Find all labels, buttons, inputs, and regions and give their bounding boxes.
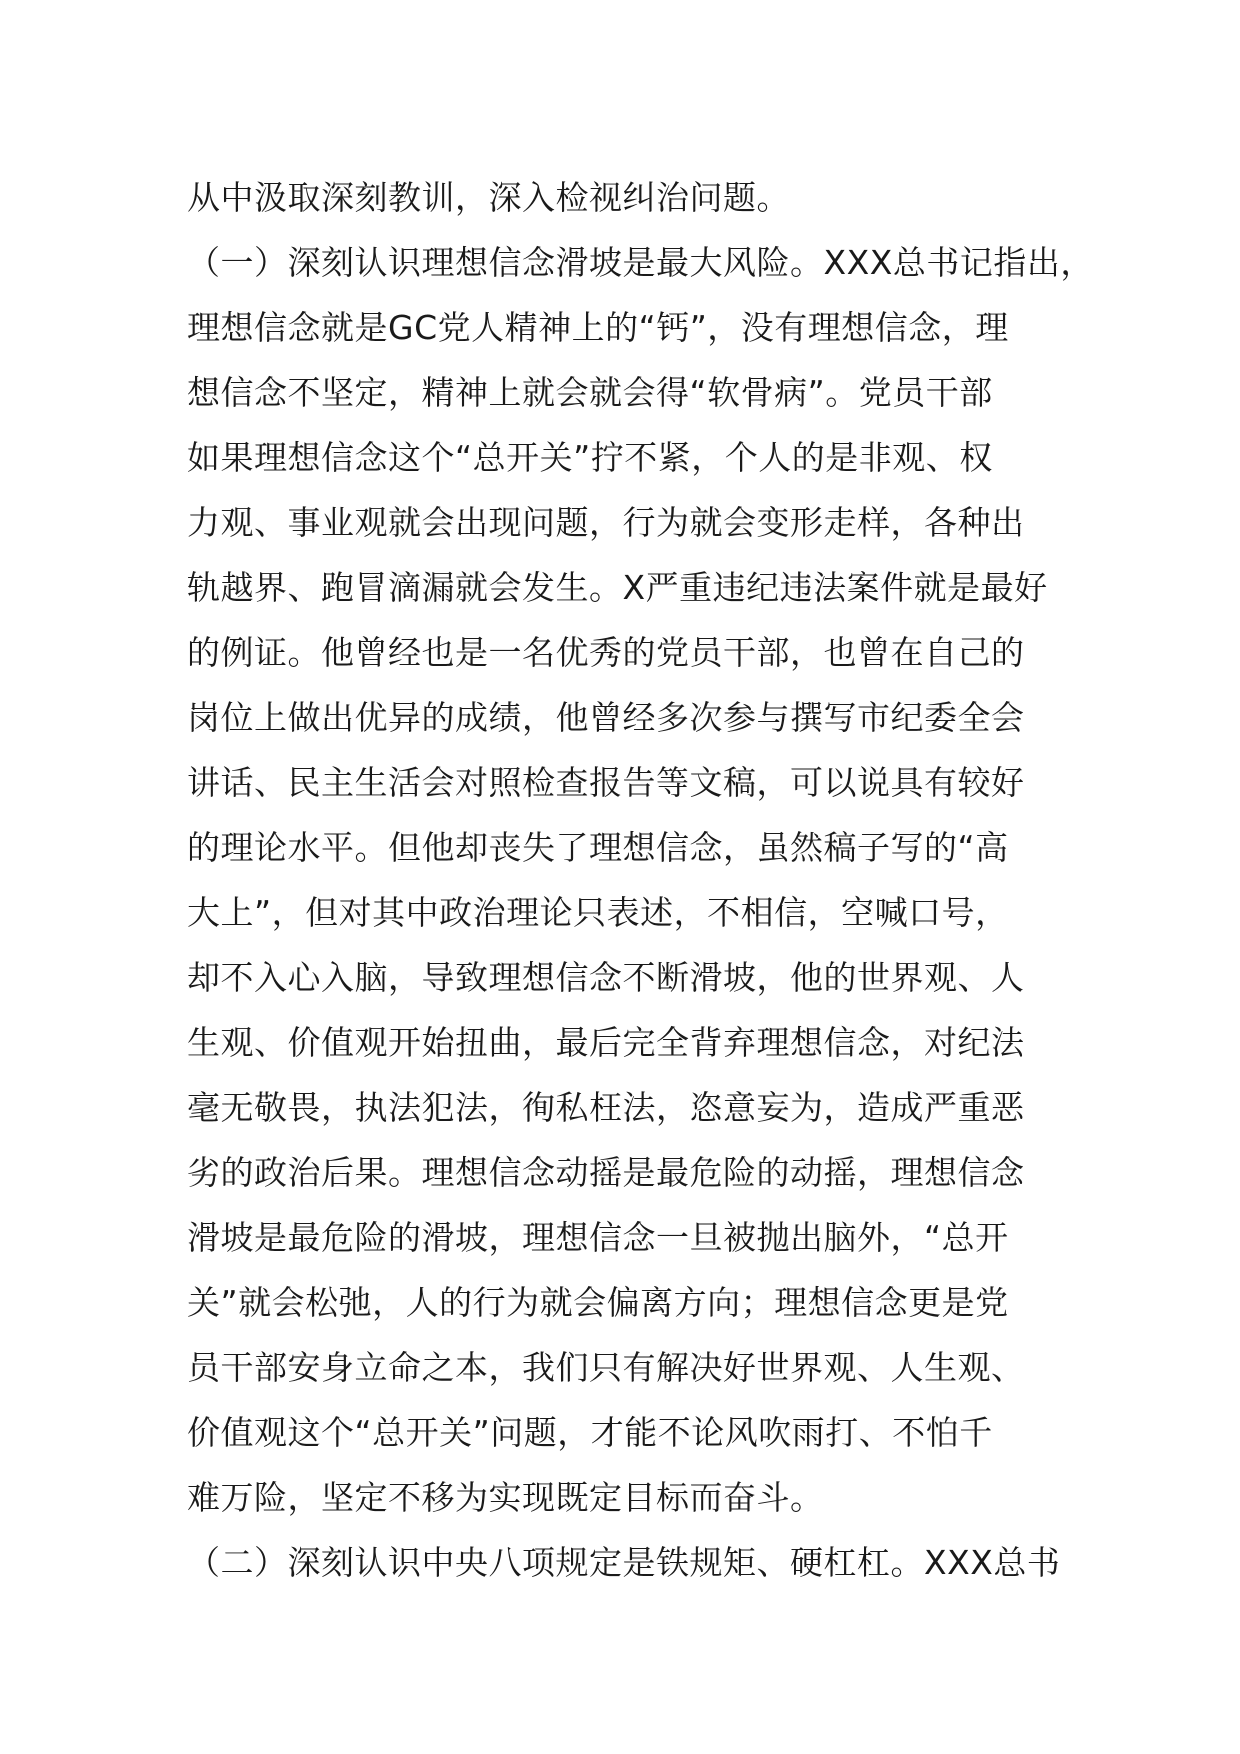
text-line: 大上”，但对其中政治理论只表述，不相信，空喊口号， xyxy=(187,893,1009,932)
text-line: 毫无敬畏，执法犯法，徇私枉法，恣意妄为，造成严重恶 xyxy=(187,1088,1025,1127)
text-line: 讲话、民主生活会对照检查报告等文稿，可以说具有较好 xyxy=(187,763,1025,802)
body-text xyxy=(187,165,1094,1595)
text-line: 的例证。他曾经也是一名优秀的党员干部，也曾在自己的 xyxy=(187,633,1025,672)
text-line: 却不入心入脑，导致理想信念不断滑坡，他的世界观、人 xyxy=(187,958,1025,997)
text-line: 员干部安身立命之本，我们只有解决好世界观、人生观、 xyxy=(187,1348,1025,1387)
text-line: 岗位上做出优异的成绩，他曾经多次参与撰写市纪委全会 xyxy=(187,698,1025,737)
text-line: 理想信念就是GC党人精神上的“钙”，没有理想信念，理 xyxy=(187,308,1009,347)
text-line: 劣的政治后果。理想信念动摇是最危险的动摇，理想信念 xyxy=(187,1153,1025,1192)
text-line: 关”就会松弛，人的行为就会偏离方向；理想信念更是党 xyxy=(187,1283,1009,1322)
text-line: 难万险，坚定不移为实现既定目标而奋斗。 xyxy=(187,1478,824,1517)
text-line: 生观、价值观开始扭曲，最后完全背弃理想信念，对纪法 xyxy=(187,1023,1025,1062)
text-line: 力观、事业观就会出现问题，行为就会变形走样，各种出 xyxy=(187,503,1025,542)
text-line: 价值观这个“总开关”问题，才能不论风吹雨打、不怕千 xyxy=(187,1413,993,1452)
text-line: 的理论水平。但他却丧失了理想信念，虽然稿子写的“高 xyxy=(187,828,1009,867)
text-line: （二）深刻认识中央八项规定是铁规矩、硬杠杠。XXX总书 xyxy=(187,1543,1061,1582)
text-line: 如果理想信念这个“总开关”拧不紧，个人的是非观、权 xyxy=(187,438,993,477)
text-line: （一）深刻认识理想信念滑坡是最大风险。XXX总书记指出， xyxy=(187,243,1094,282)
text-line: 滑坡是最危险的滑坡，理想信念一旦被抛出脑外，“总开 xyxy=(187,1218,1009,1257)
text-line: 从中汲取深刻教训，深入检视纠治问题。 xyxy=(187,178,790,217)
text-line: 想信念不坚定，精神上就会就会得“软骨病”。党员干部 xyxy=(187,373,993,412)
text-line: 轨越界、跑冒滴漏就会发生。X严重违纪违法案件就是最好 xyxy=(187,568,1048,607)
